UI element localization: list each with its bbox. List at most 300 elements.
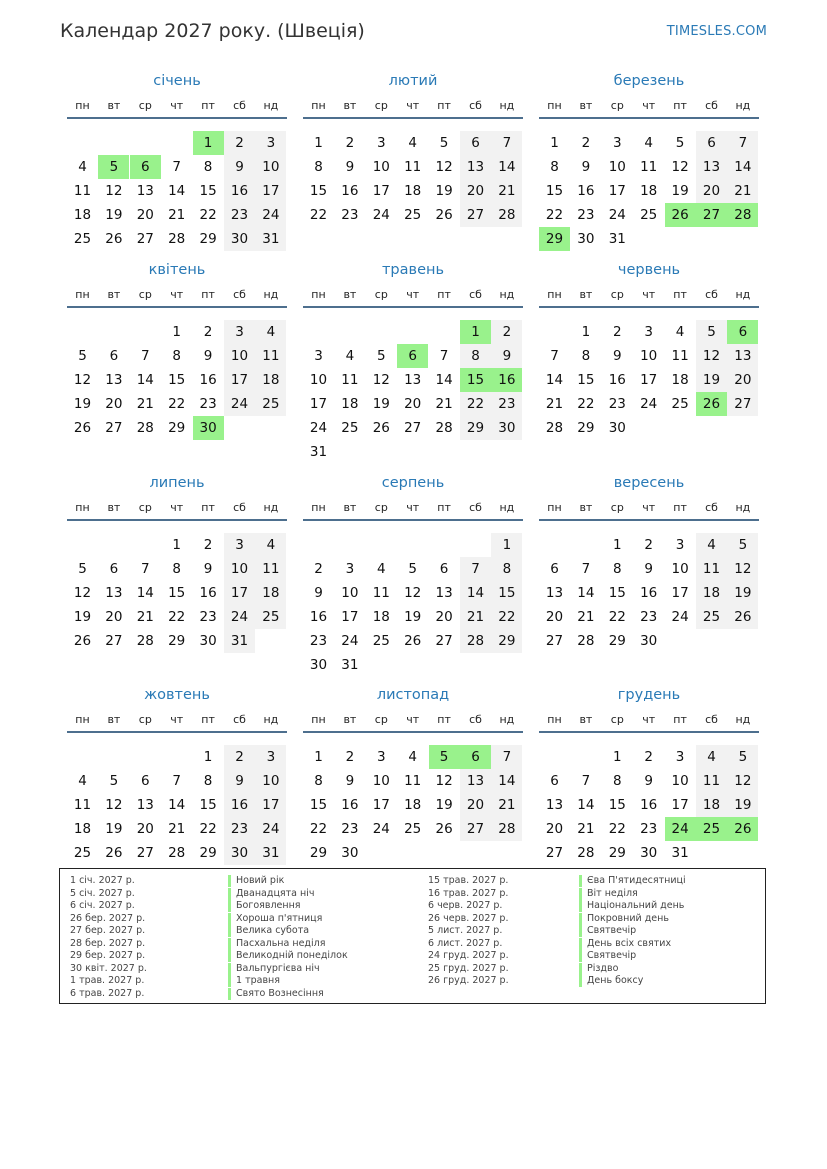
day-cell: 20 (136, 207, 154, 223)
day-cell: 25 (671, 396, 689, 412)
day-cell: 31 (309, 444, 328, 460)
day-cell: 24 (255, 817, 286, 841)
day-cell: 5 (727, 745, 758, 769)
legend-date: 6 лист. 2027 р. (428, 937, 503, 949)
day-cell: 14 (168, 797, 186, 813)
weekday-header: чт (406, 288, 420, 301)
day-cell: 10 (640, 348, 658, 364)
day-cell: 4 (377, 561, 386, 577)
day-cell: 31 (224, 629, 255, 653)
day-cell: 12 (435, 773, 453, 789)
day-cell: 11 (696, 557, 727, 581)
day-cell: 16 (224, 793, 255, 817)
day-cell: 12 (696, 344, 727, 368)
day-cell: 26 (727, 605, 758, 629)
day-cell: 15 (608, 797, 626, 813)
legend-holiday-name: День боксу (579, 975, 643, 987)
legend-date: 30 квіт. 2027 р. (70, 962, 147, 974)
day-cell: 3 (345, 561, 355, 577)
weekday-header: ср (138, 501, 152, 514)
day-cell: 27 (435, 633, 453, 649)
weekday-header: чт (170, 99, 184, 112)
day-cell: 4 (644, 135, 653, 151)
day-cell: 19 (404, 609, 422, 625)
day-cell: 4 (345, 348, 355, 364)
day-cell: 27 (460, 817, 491, 841)
weekday-header: ср (374, 501, 388, 514)
day-cell: 14 (577, 797, 595, 813)
day-cell: 18 (640, 183, 658, 199)
day-cell: 22 (608, 821, 626, 837)
day-cell: 5 (109, 773, 119, 789)
day-cell: 6 (439, 561, 449, 577)
weekday-header: пт (437, 288, 451, 301)
day-cell: 26 (404, 633, 422, 649)
weekday-header: сб (469, 713, 482, 726)
day-cell: 17 (224, 581, 255, 605)
day-cell: 20 (136, 821, 154, 837)
day-cell: 1 (613, 749, 622, 765)
day-cell: 2 (644, 749, 653, 765)
day-cell: 28 (168, 231, 186, 247)
month-name: лютий (388, 73, 438, 89)
day-cell: 26 (105, 231, 123, 247)
day-cell: 20 (435, 609, 453, 625)
weekday-header: нд (735, 501, 751, 514)
day-cell: 30 (491, 416, 522, 440)
day-cell: 9 (203, 561, 213, 577)
weekday-header: пн (547, 99, 562, 112)
weekday-header: вт (107, 713, 121, 726)
day-cell: 22 (608, 609, 626, 625)
day-cell: 7 (141, 561, 150, 577)
day-cell: 1 (491, 533, 522, 557)
day-cell: 16 (199, 372, 217, 388)
day-cell: 2 (345, 135, 355, 151)
day-cell: 2 (644, 537, 653, 553)
day-cell: 12 (435, 159, 453, 175)
legend-holiday-name: Пасхальна неділя (228, 938, 325, 950)
month-divider (67, 117, 287, 119)
day-cell: 1 (172, 324, 181, 340)
day-cell: 11 (404, 159, 422, 175)
day-cell: 2 (613, 324, 622, 340)
day-cell: 27 (136, 231, 154, 247)
day-cell: 7 (581, 773, 591, 789)
day-cell: 12 (404, 585, 422, 601)
day-cell: 28 (491, 203, 522, 227)
day-cell: 16 (640, 585, 658, 601)
weekday-header: ср (610, 501, 624, 514)
day-cell: 24 (224, 605, 255, 629)
day-cell: 13 (545, 797, 564, 813)
day-cell: 25 (404, 821, 422, 837)
weekday-header: нд (263, 501, 279, 514)
weekday-header: нд (263, 99, 279, 112)
holiday-day-cell: 5 (98, 155, 129, 179)
weekday-header: сб (233, 713, 246, 726)
day-cell: 27 (545, 845, 564, 861)
day-cell: 1 (314, 135, 323, 151)
weekday-header: ср (610, 713, 624, 726)
day-cell: 31 (341, 657, 359, 673)
day-cell: 11 (73, 797, 92, 813)
day-cell: 29 (491, 629, 522, 653)
day-cell: 24 (372, 207, 390, 223)
month-divider (539, 117, 759, 119)
weekday-header: пт (437, 501, 451, 514)
day-cell: 9 (613, 348, 622, 364)
weekday-header: нд (735, 99, 751, 112)
day-cell: 28 (435, 420, 453, 436)
weekday-header: чт (170, 288, 184, 301)
day-cell: 29 (608, 845, 626, 861)
day-cell: 28 (136, 633, 154, 649)
day-cell: 4 (696, 533, 727, 557)
day-cell: 23 (309, 633, 328, 649)
day-cell: 9 (644, 561, 653, 577)
day-cell: 13 (105, 585, 123, 601)
day-cell: 4 (408, 135, 417, 151)
weekday-header: сб (705, 501, 718, 514)
holiday-day-cell: 30 (193, 416, 224, 440)
day-cell: 2 (203, 324, 213, 340)
day-cell: 26 (372, 420, 390, 436)
legend-date: 5 лист. 2027 р. (428, 925, 503, 936)
day-cell: 18 (372, 609, 390, 625)
day-cell: 6 (696, 131, 727, 155)
day-cell: 12 (727, 769, 758, 793)
day-cell: 9 (203, 348, 213, 364)
weekday-header: пн (311, 99, 326, 112)
weekday-header: нд (735, 713, 751, 726)
day-cell: 24 (341, 633, 359, 649)
weekday-header: вт (579, 713, 593, 726)
month-name: липень (149, 475, 205, 491)
day-cell: 2 (203, 537, 213, 553)
day-cell: 14 (460, 581, 491, 605)
day-cell: 4 (696, 745, 727, 769)
day-cell: 7 (581, 561, 591, 577)
holiday-day-cell: 5 (429, 745, 460, 769)
day-cell: 7 (491, 745, 522, 769)
weekday-header: пт (673, 288, 687, 301)
day-cell: 11 (372, 585, 390, 601)
day-cell: 20 (545, 821, 564, 837)
day-cell: 19 (727, 793, 758, 817)
day-cell: 29 (199, 231, 217, 247)
day-cell: 12 (372, 372, 390, 388)
month-name: січень (153, 73, 201, 89)
day-cell: 2 (491, 320, 522, 344)
holiday-day-cell: 24 (665, 817, 696, 841)
legend-date: 26 груд. 2027 р. (428, 975, 509, 986)
day-cell: 3 (224, 320, 255, 344)
weekday-header: сб (233, 99, 246, 112)
day-cell: 3 (255, 745, 286, 769)
day-cell: 7 (727, 131, 758, 155)
day-cell: 30 (608, 420, 626, 436)
day-cell: 3 (613, 135, 622, 151)
day-cell: 22 (545, 207, 564, 223)
day-cell: 11 (696, 769, 727, 793)
holiday-legend (59, 868, 766, 1004)
legend-date: 16 трав. 2027 р. (428, 887, 509, 899)
day-cell: 27 (105, 420, 123, 436)
day-cell: 10 (224, 557, 255, 581)
weekday-header: пт (201, 713, 215, 726)
day-cell: 27 (105, 633, 123, 649)
day-cell: 7 (172, 773, 181, 789)
day-cell: 19 (372, 396, 390, 412)
day-cell: 28 (168, 845, 186, 861)
day-cell: 13 (105, 372, 123, 388)
legend-holiday-name: Різдво (579, 963, 618, 975)
day-cell: 18 (73, 207, 92, 223)
day-cell: 16 (577, 183, 595, 199)
day-cell: 24 (671, 609, 689, 625)
legend-holiday-name: Віт неділя (579, 888, 638, 900)
day-cell: 16 (341, 183, 359, 199)
day-cell: 2 (224, 745, 255, 769)
day-cell: 19 (696, 368, 727, 392)
day-cell: 9 (345, 159, 355, 175)
day-cell: 3 (675, 537, 685, 553)
day-cell: 17 (608, 183, 626, 199)
day-cell: 16 (199, 585, 217, 601)
day-cell: 20 (545, 609, 564, 625)
day-cell: 18 (341, 396, 359, 412)
day-cell: 8 (613, 773, 622, 789)
weekday-header: нд (735, 288, 751, 301)
day-cell: 17 (341, 609, 359, 625)
weekday-header: сб (233, 501, 246, 514)
holiday-day-cell: 16 (491, 368, 522, 392)
day-cell: 3 (675, 749, 685, 765)
day-cell: 24 (224, 392, 255, 416)
weekday-header: пн (311, 501, 326, 514)
legend-holiday-name: Покровний день (579, 913, 669, 925)
weekday-header: нд (263, 288, 279, 301)
day-cell: 21 (136, 609, 154, 625)
day-cell: 17 (255, 793, 286, 817)
day-cell: 10 (671, 773, 689, 789)
day-cell: 18 (73, 821, 92, 837)
holiday-day-cell: 25 (696, 817, 727, 841)
day-cell: 31 (255, 841, 286, 865)
day-cell: 16 (608, 372, 626, 388)
day-cell: 25 (255, 392, 286, 416)
day-cell: 14 (727, 155, 758, 179)
day-cell: 7 (439, 348, 449, 364)
weekday-header: вт (579, 99, 593, 112)
day-cell: 16 (309, 609, 328, 625)
weekday-header: вт (343, 288, 357, 301)
day-cell: 17 (640, 372, 658, 388)
day-cell: 10 (309, 372, 328, 388)
holiday-day-cell: 26 (727, 817, 758, 841)
day-cell: 4 (675, 324, 685, 340)
day-cell: 7 (460, 557, 491, 581)
day-cell: 15 (168, 585, 186, 601)
month-name: листопад (376, 687, 450, 703)
holiday-day-cell: 26 (696, 392, 727, 416)
day-cell: 23 (608, 396, 626, 412)
legend-date: 6 черв. 2027 р. (428, 900, 503, 911)
day-cell: 11 (73, 183, 92, 199)
day-cell: 15 (577, 372, 595, 388)
day-cell: 23 (199, 609, 217, 625)
weekday-header: чт (406, 713, 420, 726)
day-cell: 12 (105, 183, 123, 199)
day-cell: 27 (136, 845, 154, 861)
day-cell: 21 (460, 605, 491, 629)
day-cell: 6 (550, 773, 559, 789)
day-cell: 9 (224, 769, 255, 793)
month-name: жовтень (144, 687, 210, 703)
day-cell: 21 (435, 396, 453, 412)
weekday-header: пн (75, 288, 90, 301)
legend-date: 27 бер. 2027 р. (70, 925, 146, 936)
day-cell: 15 (545, 183, 564, 199)
legend-date: 6 січ. 2027 р. (70, 900, 135, 911)
month-divider (67, 519, 287, 521)
weekday-header: чт (642, 713, 656, 726)
legend-holiday-name: Єва П'ятидесятниці (579, 875, 686, 887)
day-cell: 14 (136, 372, 154, 388)
day-cell: 24 (309, 420, 328, 436)
legend-date: 5 січ. 2027 р. (70, 887, 135, 899)
holiday-day-cell: 29 (539, 227, 570, 251)
weekday-header: пн (547, 288, 562, 301)
legend-date: 26 бер. 2027 р. (70, 912, 146, 924)
day-cell: 30 (640, 633, 658, 649)
day-cell: 20 (404, 396, 422, 412)
day-cell: 11 (671, 348, 689, 364)
weekday-header: ср (138, 99, 152, 112)
day-cell: 28 (136, 420, 154, 436)
day-cell: 23 (224, 817, 255, 841)
day-cell: 15 (608, 585, 626, 601)
legend-date: 1 січ. 2027 р. (70, 875, 135, 886)
legend-holiday-name: Хороша п'ятниця (228, 913, 322, 925)
weekday-header: пн (311, 288, 326, 301)
day-cell: 21 (727, 179, 758, 203)
holiday-day-cell: 1 (193, 131, 224, 155)
day-cell: 24 (372, 821, 390, 837)
day-cell: 25 (404, 207, 422, 223)
day-cell: 15 (199, 183, 217, 199)
day-cell: 21 (491, 179, 522, 203)
month-divider (303, 731, 523, 733)
day-cell: 18 (696, 581, 727, 605)
day-cell: 7 (550, 348, 559, 364)
day-cell: 23 (199, 396, 217, 412)
weekday-header: сб (469, 99, 482, 112)
weekday-header: сб (233, 288, 246, 301)
day-cell: 7 (491, 131, 522, 155)
day-cell: 30 (640, 845, 658, 861)
day-cell: 2 (581, 135, 591, 151)
day-cell: 1 (613, 537, 622, 553)
holiday-day-cell: 6 (397, 344, 428, 368)
site-link[interactable]: TIMESLES.COM (666, 24, 767, 39)
day-cell: 28 (460, 629, 491, 653)
day-cell: 4 (408, 749, 417, 765)
day-cell: 19 (105, 207, 123, 223)
day-cell: 30 (224, 227, 255, 251)
day-cell: 6 (109, 561, 119, 577)
day-cell: 23 (341, 207, 359, 223)
day-cell: 11 (255, 344, 286, 368)
day-cell: 20 (105, 609, 123, 625)
legend-holiday-name: Свято Вознесіння (228, 988, 324, 1000)
day-cell: 21 (577, 609, 595, 625)
day-cell: 1 (314, 749, 323, 765)
day-cell: 15 (168, 372, 186, 388)
day-cell: 12 (671, 159, 689, 175)
day-cell: 3 (377, 135, 386, 151)
weekday-header: пт (437, 99, 451, 112)
day-cell: 12 (105, 797, 123, 813)
legend-holiday-name: Святвечір (579, 925, 636, 937)
day-cell: 11 (255, 557, 286, 581)
weekday-header: ср (610, 288, 624, 301)
day-cell: 17 (671, 585, 689, 601)
day-cell: 8 (613, 561, 622, 577)
holiday-day-cell: 1 (460, 320, 491, 344)
weekday-header: пт (673, 713, 687, 726)
day-cell: 4 (255, 533, 286, 557)
day-cell: 14 (545, 372, 564, 388)
day-cell: 24 (608, 207, 626, 223)
legend-date: 15 трав. 2027 р. (428, 875, 509, 886)
day-cell: 3 (224, 533, 255, 557)
day-cell: 5 (675, 135, 685, 151)
weekday-header: чт (642, 288, 656, 301)
weekday-header: вт (343, 501, 357, 514)
day-cell: 13 (404, 372, 422, 388)
day-cell: 22 (309, 207, 328, 223)
day-cell: 19 (435, 183, 453, 199)
weekday-header: ср (610, 99, 624, 112)
day-cell: 7 (172, 159, 181, 175)
weekday-header: чт (406, 99, 420, 112)
day-cell: 18 (671, 372, 689, 388)
month-name: серпень (381, 475, 445, 491)
day-cell: 8 (460, 344, 491, 368)
day-cell: 21 (545, 396, 564, 412)
weekday-header: пн (75, 99, 90, 112)
legend-date: 28 бер. 2027 р. (70, 937, 146, 949)
legend-holiday-name: Великодній понеділок (228, 950, 348, 962)
day-cell: 10 (608, 159, 626, 175)
day-cell: 14 (435, 372, 453, 388)
weekday-header: пт (201, 501, 215, 514)
day-cell: 17 (372, 183, 390, 199)
weekday-header: пт (673, 99, 687, 112)
day-cell: 8 (314, 159, 323, 175)
day-cell: 27 (727, 392, 758, 416)
day-cell: 8 (172, 348, 181, 364)
weekday-header: вт (107, 288, 121, 301)
day-cell: 29 (460, 416, 491, 440)
weekday-header: вт (107, 501, 121, 514)
weekday-header: ср (374, 99, 388, 112)
day-cell: 25 (73, 845, 92, 861)
day-cell: 3 (314, 348, 323, 364)
day-cell: 5 (696, 320, 727, 344)
